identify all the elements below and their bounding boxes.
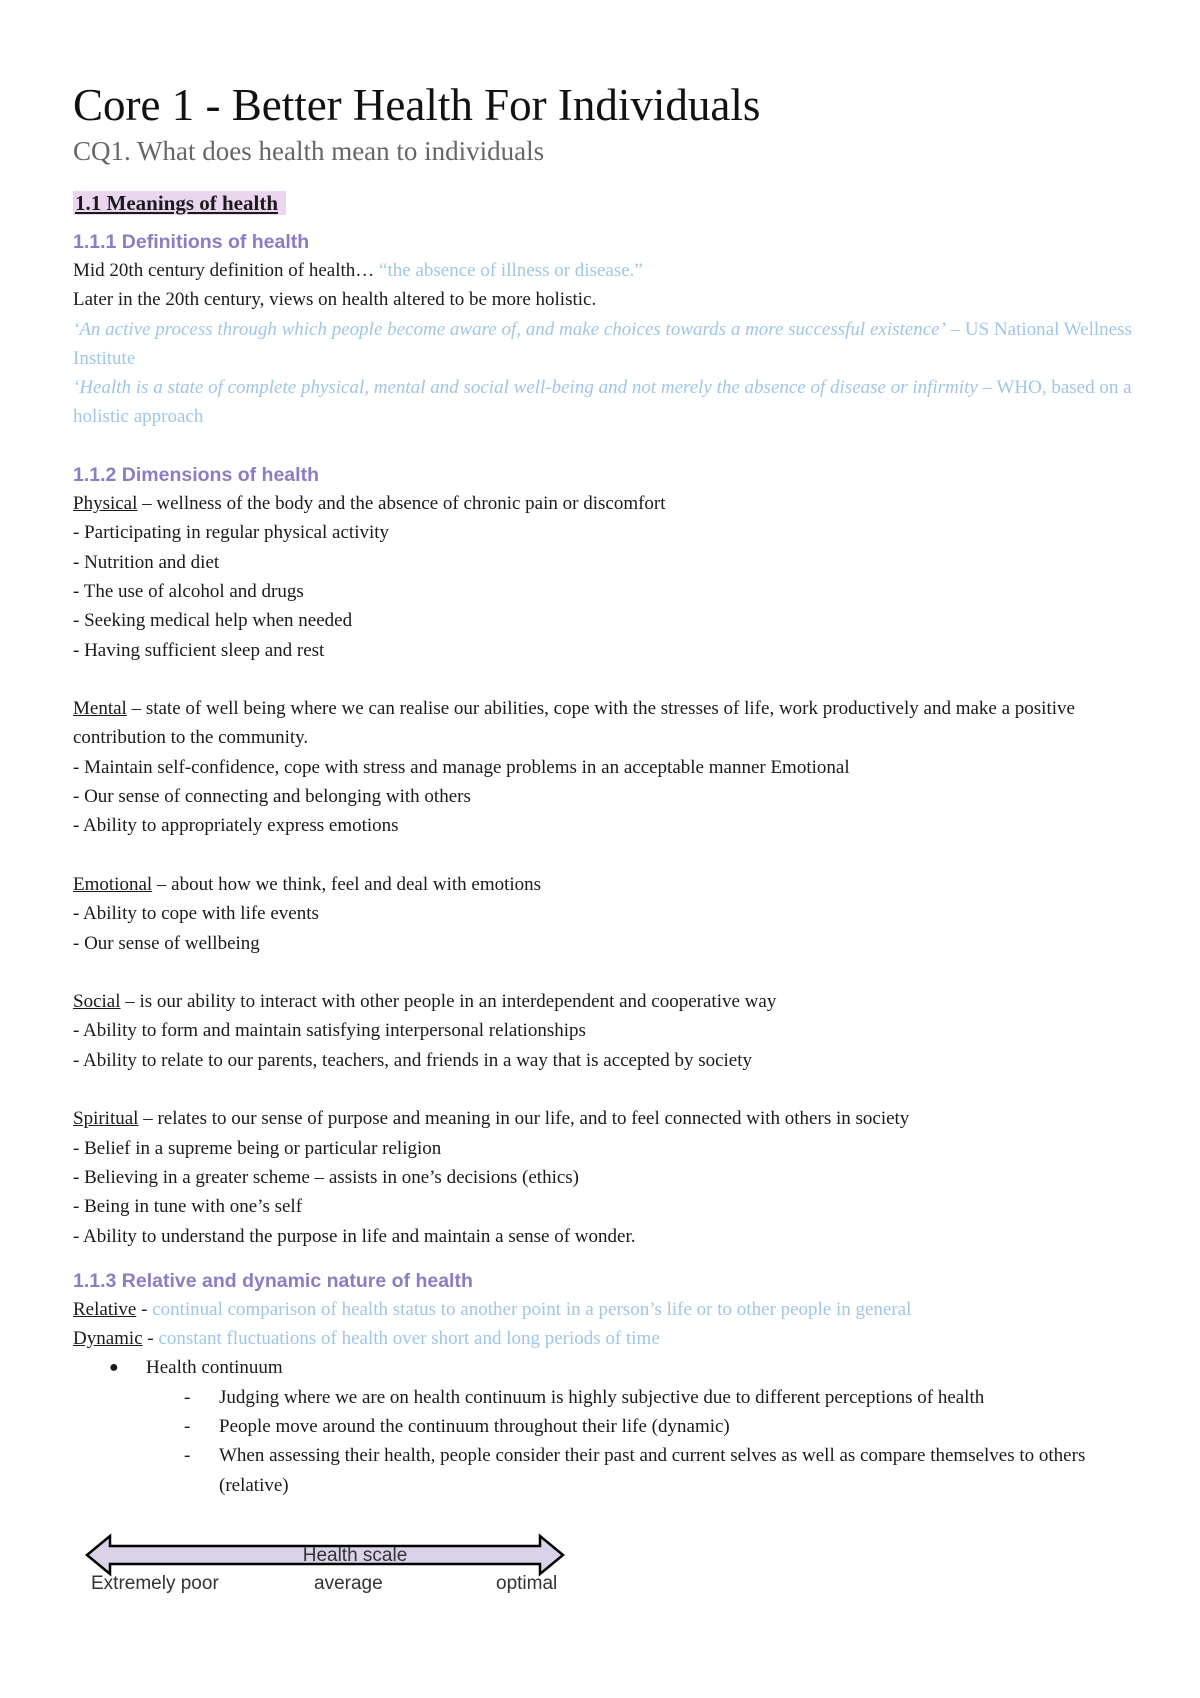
dimension-mental	[73, 694, 1133, 753]
bullet-text: Health continuum	[146, 1357, 283, 1379]
list-item: - Believing in a greater scheme – assists in one’s decisions (ethics)	[73, 1166, 580, 1188]
list-item: - Having sufficient sleep and rest	[73, 639, 325, 661]
who-quote: ‘Health is a state of complete physical, mental and social well-being and not merely the absence of disease or infirmity	[73, 377, 978, 399]
list-item: - Ability to cope with life events	[73, 903, 319, 925]
list-item: - Belief in a supreme being or particular religion	[73, 1137, 442, 1159]
section-heading	[73, 188, 1133, 218]
list-item: - Seeking medical help when needed	[73, 610, 353, 632]
spacer	[73, 665, 1133, 694]
definition-quote-nwi	[73, 315, 1133, 374]
subsection-heading-relative-dynamic: 1.1.3 Relative and dynamic nature of health	[73, 1269, 473, 1292]
sub-list-text: People move around the continuum throughout their life (dynamic)	[219, 1415, 730, 1437]
definition-quote-1: “the absence of illness or disease.”	[379, 260, 643, 281]
list-item: - Ability to relate to our parents, teachers, and friends in a way that is accepted by society	[73, 1049, 753, 1071]
list-item: - Ability to appropriately express emotions	[73, 815, 399, 837]
dimension-def: – about how we think, feel and deal with emotions	[152, 873, 542, 895]
document-subtitle: CQ1. What does health mean to individuals	[73, 136, 545, 166]
sub-list-item	[73, 1383, 1133, 1412]
relative-line	[73, 1295, 1133, 1324]
dimension-def: – state of well being where we can realise our abilities, cope with the stresses of life, work productively and make a positive contribution to the community.	[73, 698, 1075, 749]
sub-list-text: Judging where we are on health continuum is highly subjective due to different perceptions of health	[219, 1386, 985, 1408]
dimension-emotional	[73, 870, 1133, 899]
dash-icon: -	[184, 1415, 191, 1437]
document-page	[73, 78, 1133, 1500]
dimension-social	[73, 987, 1133, 1016]
nwi-source: – US National Wellness Institute	[73, 318, 1132, 369]
scale-title: Health scale	[302, 1545, 408, 1566]
dimension-term: Spiritual	[73, 1108, 139, 1130]
bullet-icon: ●	[109, 1359, 119, 1377]
sub-list-item	[73, 1441, 1133, 1500]
list-item: - Ability to understand the purpose in life and maintain a sense of wonder.	[73, 1225, 636, 1247]
relative-def: continual comparison of health status to another point in a person’s life or to other people in general	[152, 1298, 912, 1320]
dimension-term: Emotional	[73, 873, 153, 895]
dimension-physical	[73, 489, 1133, 518]
document-title: Core 1 - Better Health For Individuals	[73, 80, 761, 130]
list-item: - Ability to form and maintain satisfying interpersonal relationships	[73, 1020, 586, 1042]
scale-label-poor: Extremely poor	[91, 1573, 219, 1594]
list-item: - Participating in regular physical activity	[73, 522, 390, 544]
spacer	[73, 432, 1133, 461]
dimension-def: – wellness of the body and the absence of chronic pain or discomfort	[137, 493, 666, 515]
relative-sep: -	[136, 1298, 153, 1320]
dash-icon: -	[184, 1445, 191, 1467]
list-item: - Our sense of connecting and belonging with others	[73, 786, 471, 808]
spacer	[73, 958, 1133, 987]
subsection-heading-dimensions: 1.1.2 Dimensions of health	[73, 464, 319, 487]
dimension-term: Physical	[73, 493, 138, 515]
subsection-heading-definitions: 1.1.1 Definitions of health	[73, 231, 310, 253]
relative-term: Relative	[73, 1298, 137, 1320]
dynamic-def: constant fluctuations of health over short and long periods of time	[158, 1328, 660, 1350]
spacer	[73, 1251, 1133, 1267]
sub-list-item	[73, 1412, 1133, 1441]
scale-label-average: average	[314, 1573, 383, 1594]
definition-line-1-text: Mid 20th century definition of health…	[73, 260, 380, 281]
section-heading-text: 1.1 Meanings of health	[73, 191, 286, 215]
dimension-term: Social	[73, 991, 121, 1013]
dynamic-sep: -	[142, 1328, 159, 1350]
list-item: - Our sense of wellbeing	[73, 932, 260, 954]
dimension-spiritual	[73, 1104, 1133, 1133]
definition-line-2: Later in the 20th century, views on health altered to be more holistic.	[73, 289, 597, 311]
dynamic-line	[73, 1324, 1133, 1353]
who-source: – WHO, based on a holistic approach	[73, 377, 1132, 428]
bullet-item	[73, 1353, 1133, 1382]
definition-line-1	[73, 256, 1133, 285]
dimension-term: Mental	[73, 698, 127, 720]
list-item: - The use of alcohol and drugs	[73, 580, 304, 602]
list-item: - Nutrition and diet	[73, 551, 220, 573]
dimension-def: – is our ability to interact with other people in an interdependent and cooperative way	[120, 991, 777, 1013]
nwi-quote: ‘An active process through which people become aware of, and make choices towards a more successful existence’	[73, 318, 946, 340]
list-item: - Maintain self-confidence, cope with stress and manage problems in an acceptable manner Emotional	[73, 756, 850, 778]
dynamic-term: Dynamic	[73, 1328, 143, 1350]
health-scale-diagram	[85, 1531, 575, 1621]
scale-label-optimal: optimal	[496, 1573, 558, 1594]
list-item: - Being in tune with one’s self	[73, 1196, 303, 1218]
spacer	[73, 1075, 1133, 1104]
sub-list-text: When assessing their health, people consider their past and current selves as well as compare themselves to others (relative)	[219, 1445, 1086, 1496]
spacer	[73, 841, 1133, 870]
dimension-def: – relates to our sense of purpose and meaning in our life, and to feel connected with others in society	[138, 1108, 910, 1130]
dash-icon: -	[184, 1386, 191, 1408]
definition-quote-who	[73, 373, 1133, 432]
